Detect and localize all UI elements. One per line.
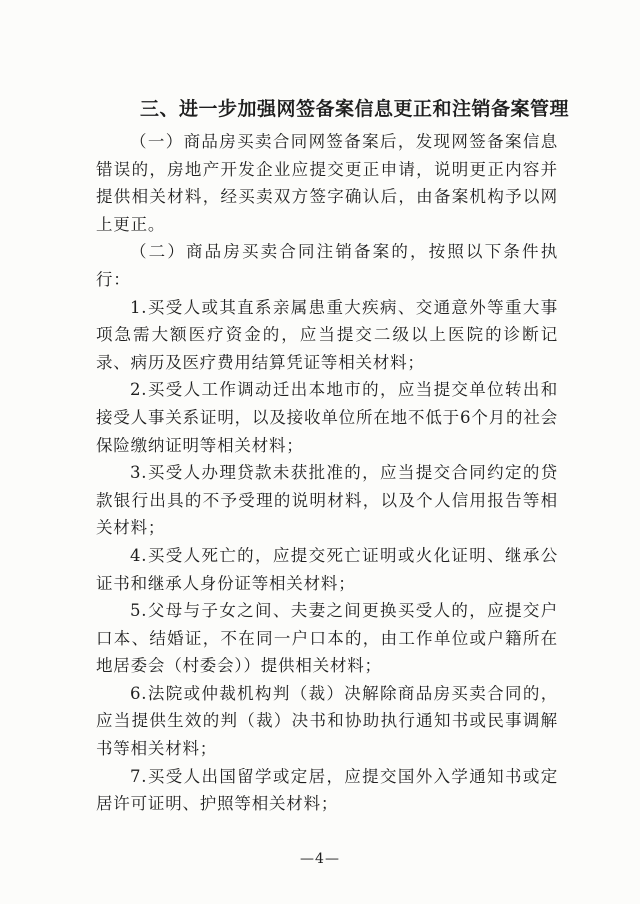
paragraph-correction: （一）商品房买卖合同网签备案后，发现网签备案信息错误的，房地产开发企业应提交更正申请，说明更正内容并提供相关材料，经买卖双方签字确认后，由备案机构予以网上更正。 [96,132,558,234]
section-heading: 三、进一步加强网签备案信息更正和注销备案管理 [140,98,570,120]
list-item-loan-rejected: 3.买受人办理贷款未获批准的，应当提交合同约定的贷款银行出具的不予受理的说明材料，以及个人信用报告等相关材料； [96,463,558,538]
paragraph-cancellation-intro: （二）商品房买卖合同注销备案的，按照以下条件执行： [96,242,558,289]
list-item-family-change: 5.父母与子女之间、夫妻之间更换买受人的，应提交户口本、结婚证，不在同一户口本的，由工作单位或户籍所在地居委会（村委会））提供相关材料； [96,601,558,676]
list-item-job-transfer: 2.买受人工作调动迁出本地市的，应当提交单位转出和接受人事关系证明，以及接收单位所在地不低于6个月的社会保险缴纳证明等相关材料； [96,380,558,455]
document-body [96,96,570,818]
list-item-emigration: 7.买受人出国留学或定居，应提交国外入学通知书或定居许可证明、护照等相关材料； [96,766,558,814]
list-item-medical: 1.买受人或其直系亲属患重大疾病、交通意外等重大事项急需大额医疗资金的，应当提交二级以上医院的诊断记录、病历及医疗费用结算凭证等相关材料； [96,297,558,372]
list-item-court-ruling: 6.法院或仲裁机构判（裁）决解除商品房买卖合同的，应当提供生效的判（裁）决书和协助执行通知书或民事调解书等相关材料； [96,683,558,759]
page-number: —4— [300,851,340,867]
list-item-death: 4.买受人死亡的，应提交死亡证明或火化证明、继承公证书和继承人身份证等相关材料； [96,545,558,593]
